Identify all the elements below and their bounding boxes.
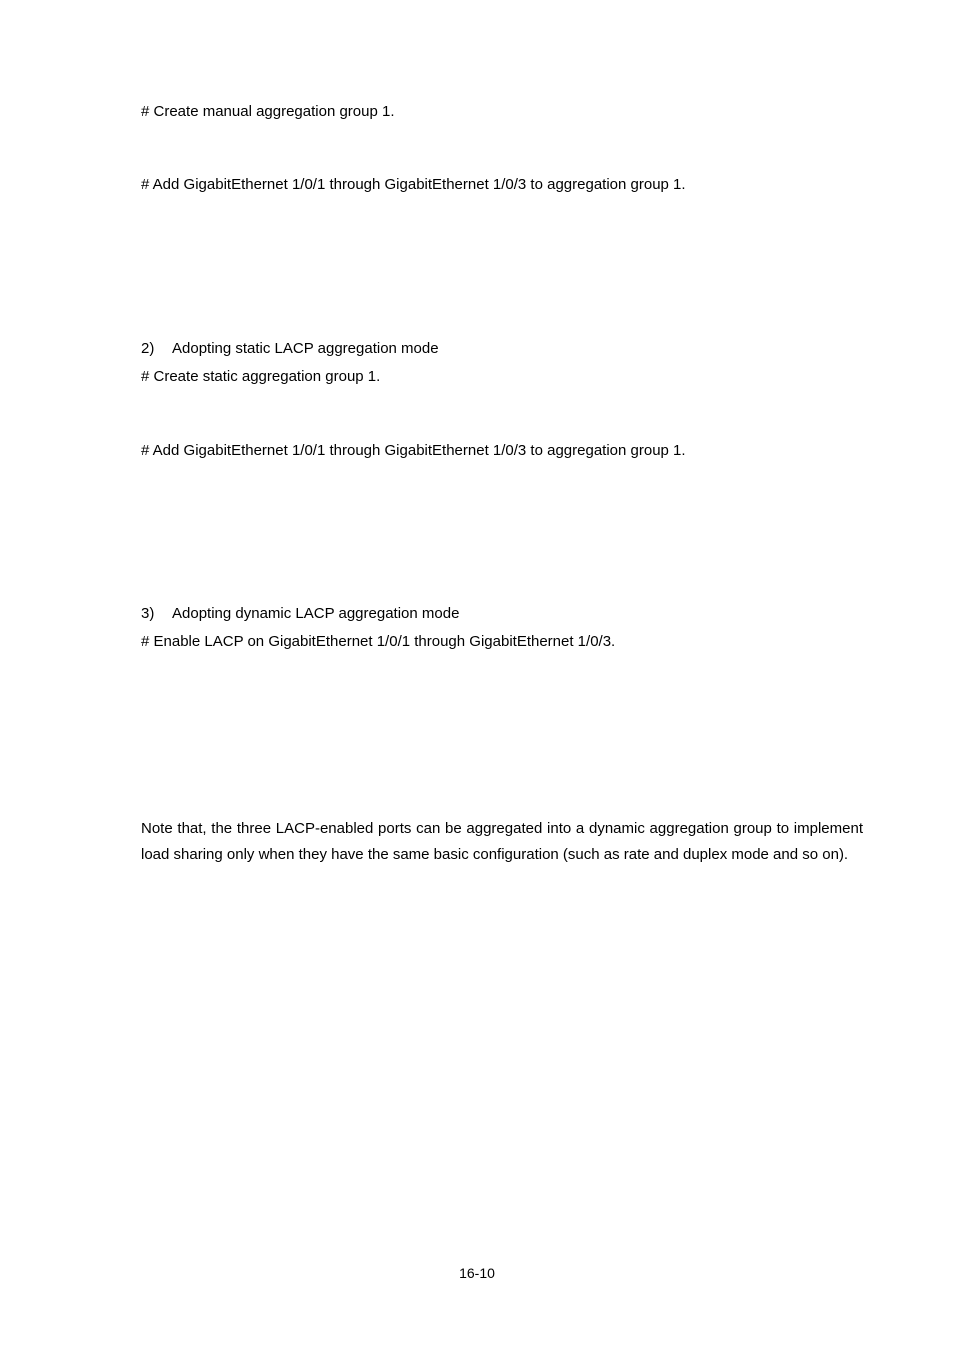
enable-lacp-text: # Enable LACP on GigabitEthernet 1/0/1 through GigabitEthernet 1/0/3. bbox=[141, 633, 616, 650]
page-number: 16-10 bbox=[459, 1265, 495, 1281]
step-3-heading bbox=[141, 605, 459, 623]
step-3-number: 3) bbox=[141, 605, 155, 622]
step-2-heading bbox=[141, 340, 439, 358]
step-3-title: Adopting dynamic LACP aggregation mode bbox=[172, 605, 460, 622]
step-2-number: 2) bbox=[141, 340, 155, 357]
add-ports-manual-text: # Add GigabitEthernet 1/0/1 through GigabitEthernet 1/0/3 to aggregation group 1. bbox=[141, 176, 686, 193]
create-manual-group-text: # Create manual aggregation group 1. bbox=[141, 103, 395, 120]
note-paragraph: Note that, the three LACP-enabled ports can be aggregated into a dynamic aggregation group to implement load sharing only when they have the same basic configuration (such as rate and duplex mode and so on). bbox=[141, 820, 863, 863]
add-ports-static-text: # Add GigabitEthernet 1/0/1 through GigabitEthernet 1/0/3 to aggregation group 1. bbox=[141, 442, 686, 459]
step-2-title: Adopting static LACP aggregation mode bbox=[172, 340, 439, 357]
create-static-group-text: # Create static aggregation group 1. bbox=[141, 368, 381, 385]
